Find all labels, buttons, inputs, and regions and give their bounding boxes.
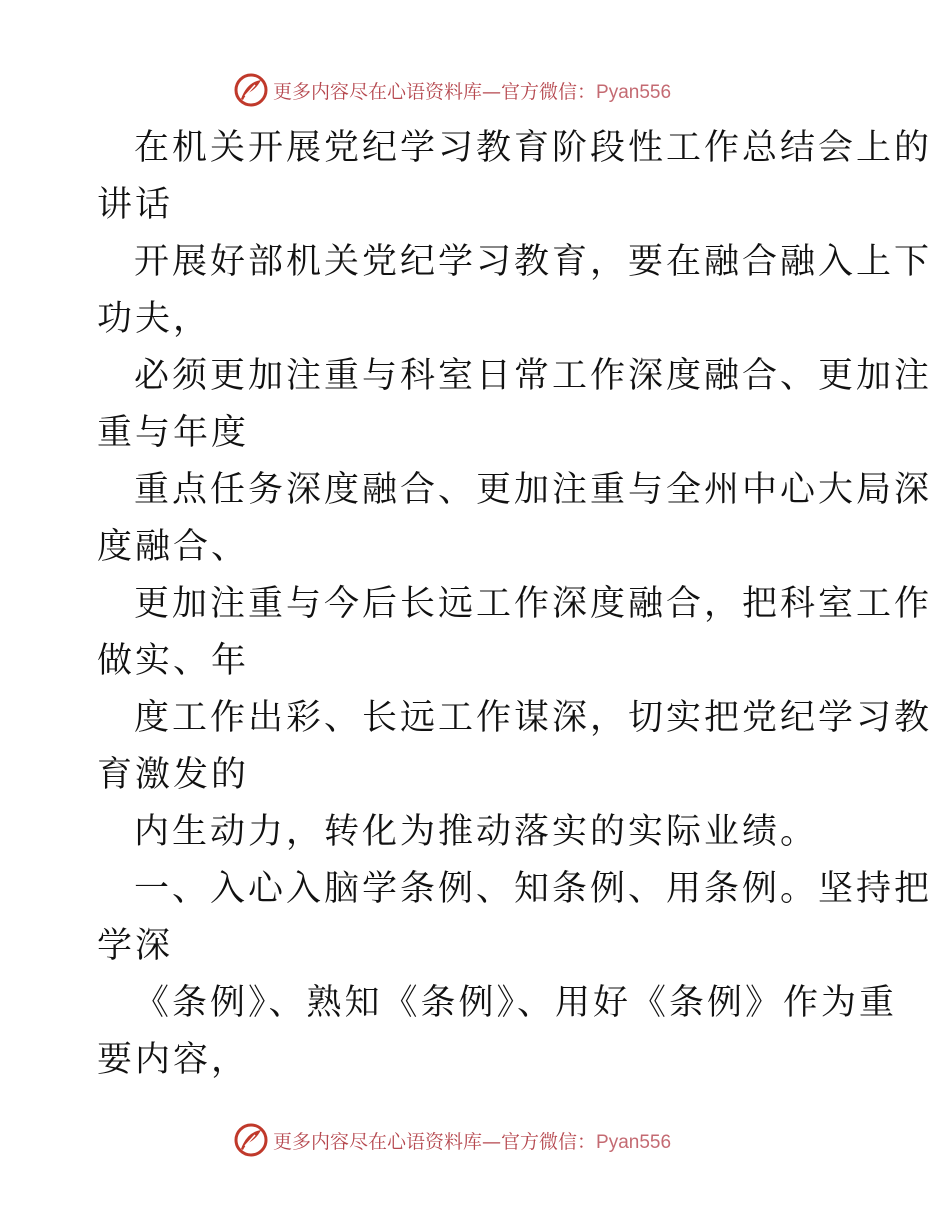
banner-label	[273, 77, 671, 104]
title-line-continuation: 讲话	[97, 185, 174, 225]
title-line: 在机关开展党纪学习教育阶段性工作总结会上的	[134, 128, 933, 168]
paragraph-line-continuation: 重与年度	[97, 413, 250, 453]
pen-nib-logo-icon	[233, 72, 269, 108]
banner-wechat-id: Pyan556	[596, 1131, 672, 1153]
paragraph-line: 重点任务深度融合、更加注重与全州中心大局深	[134, 470, 933, 510]
paragraph-line-continuation: 做实、年	[97, 641, 250, 681]
paragraph-line: 必须更加注重与科室日常工作深度融合、更加注	[134, 356, 933, 396]
paragraph-line: 开展好部机关党纪学习教育，要在融合融入上下	[134, 242, 933, 282]
paragraph-line-continuation: 功夫，	[97, 299, 212, 339]
paragraph-line-continuation: 度融合、	[97, 527, 250, 567]
paragraph-line-continuation: 学深	[97, 926, 174, 966]
document-body	[97, 120, 933, 1089]
paragraph-line: 度工作出彩、长远工作谋深，切实把党纪学习教	[134, 698, 933, 738]
paragraph-line: 更加注重与今后长远工作深度融合，把科室工作	[134, 584, 933, 624]
banner-chinese-text: 更多内容尽在心语资料库—官方微信：	[273, 80, 597, 103]
paragraph-line: 内生动力，转化为推动落实的实际业绩。	[134, 812, 819, 852]
header-banner	[233, 70, 713, 110]
footer-banner	[233, 1120, 713, 1160]
banner-chinese-text: 更多内容尽在心语资料库—官方微信：	[273, 1130, 597, 1153]
paragraph-line: 《条例》、熟知《条例》、用好《条例》作为重	[134, 983, 898, 1023]
pen-nib-logo-icon	[233, 1122, 269, 1158]
paragraph-line-continuation: 要内容，	[97, 1040, 250, 1080]
banner-label	[273, 1127, 671, 1154]
banner-wechat-id: Pyan556	[596, 81, 672, 103]
section-heading-line: 一、入心入脑学条例、知条例、用条例。坚持把	[134, 869, 933, 909]
paragraph-line-continuation: 育激发的	[97, 755, 250, 795]
